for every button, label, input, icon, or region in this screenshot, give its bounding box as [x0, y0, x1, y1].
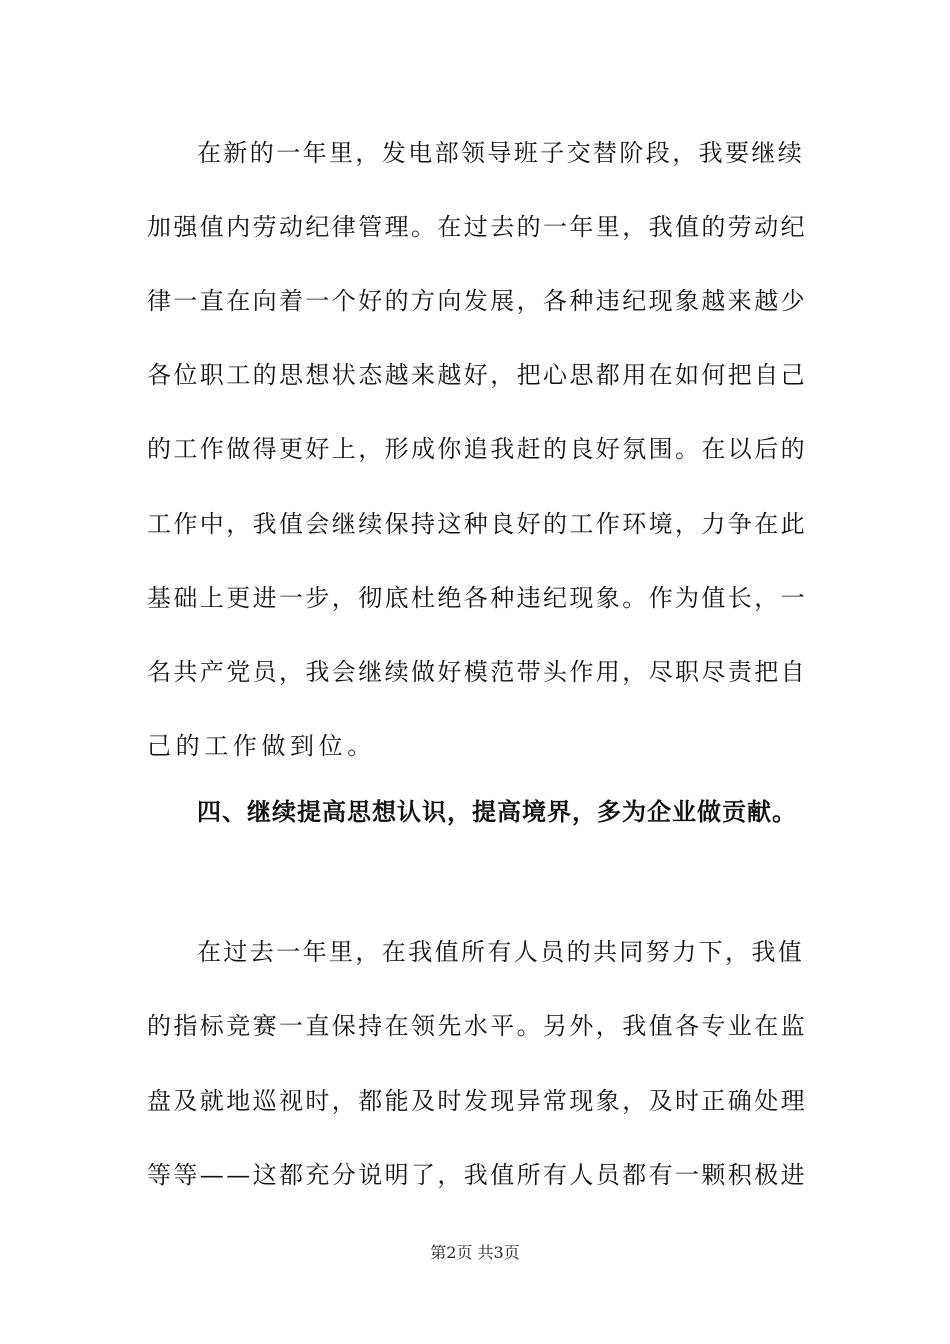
paragraph-1-line-8: 名共产党员，我会继续做好模范带头作用，尽职尽责把自	[147, 658, 807, 686]
paragraph-2-line-2: 的指标竞赛一直保持在领先水平。另外，我值各专业在监	[147, 1012, 807, 1040]
page-footer: 第2页 共3页	[430, 1243, 520, 1262]
paragraph-1-line-7: 基础上更进一步，彻底杜绝各种违纪现象。作为值长，一	[147, 584, 807, 612]
paragraph-1-line-6: 工作中，我值会继续保持这种良好的工作环境，力争在此	[147, 510, 807, 538]
paragraph-1-line-4: 各位职工的思想状态越来越好，把心思都用在如何把自己	[147, 361, 807, 389]
paragraph-1-line-9: 己的工作做到位。	[147, 732, 376, 760]
paragraph-2-line-4: 等等——这都充分说明了，我值所有人员都有一颗积极进	[147, 1161, 807, 1189]
paragraph-1-line-1: 在新的一年里，发电部领导班子交替阶段，我要继续	[197, 139, 805, 167]
paragraph-2-line-1: 在过去一年里，在我值所有人员的共同努力下，我值	[197, 938, 805, 966]
paragraph-1-line-5: 的工作做得更好上，形成你追我赶的良好氛围。在以后的	[147, 435, 807, 463]
paragraph-2-line-3: 盘及就地巡视时，都能及时发现异常现象，及时正确处理	[147, 1087, 807, 1115]
section-heading: 四、继续提高思想认识，提高境界，多为企业做贡献。	[197, 798, 797, 826]
paragraph-1-line-3: 律一直在向着一个好的方向发展，各种违纪现象越来越少	[147, 287, 807, 315]
paragraph-1-line-2: 加强值内劳动纪律管理。在过去的一年里，我值的劳动纪	[147, 213, 807, 241]
